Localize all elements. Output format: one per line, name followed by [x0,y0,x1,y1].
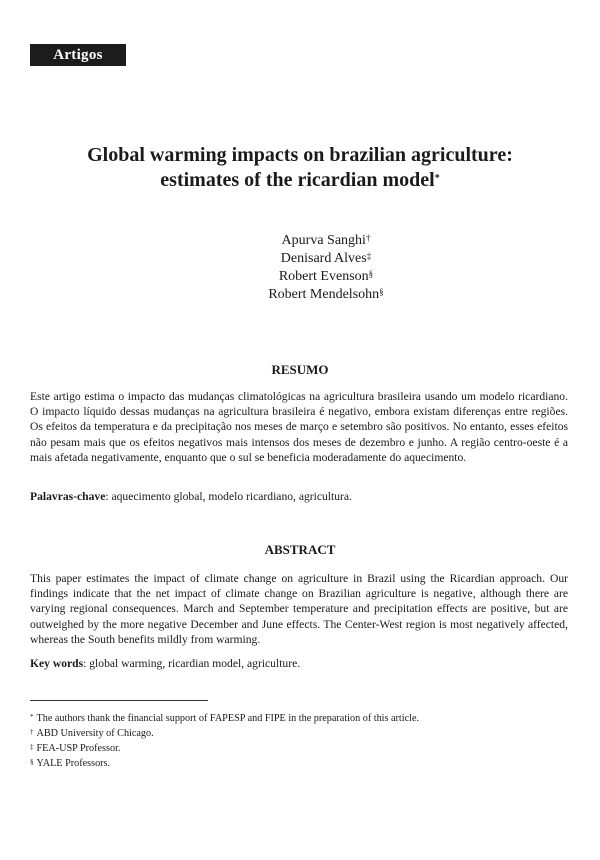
author-name: Denisard Alves [280,251,367,266]
footnote-divider [30,700,208,701]
author [0,250,600,268]
footnote-text: YALE Professors. [36,758,111,769]
footnote-mark: ‡ [30,743,34,751]
resumo-text: Este artigo estima o impacto das mudanças climatológicas na agricultura brasileira usando um modelo ricardiano. O impacto líquido dessas mudanças na agricultura brasileira é negativo, embora existam diferenças entre regiões. Os efeitos da temperatura e da precipitação nos meses de março e setembro são positivos. No entanto, esses efeitos não pesam mais que os efeitos negativos mais intensos dos meses de dezembro e junho. A região centro-oeste é a mais afetada negativamente, enquanto que o sul se beneficia moderadamente do aquecimento. [30,390,568,464]
author-footnote-mark[interactable]: † [365,233,371,243]
footnote [30,741,570,756]
abstract-heading: ABSTRACT [264,542,336,557]
footnote-text: FEA-USP Professor. [36,743,121,754]
keywords-pt [30,489,568,504]
footnote [30,726,570,741]
footnote-text: The authors thank the financial support of FAPESP and FIPE in the preparation of this article. [36,713,420,724]
keywords-en-label: Key words [30,657,84,670]
keywords-pt-text: : aquecimento global, modelo ricardiano, agricultura. [105,490,352,503]
keywords-en-text: : global warming, ricardian model, agriculture. [83,657,301,670]
keywords-en [30,656,568,671]
author [0,286,600,304]
author-name: Robert Mendelsohn [268,287,380,302]
footnote-mark: † [30,728,34,736]
footnote [30,756,570,771]
footnote-mark: § [30,758,34,766]
author [0,268,600,286]
author-name: Robert Evenson [278,269,369,284]
author-footnote-mark[interactable]: § [379,287,384,297]
title-footnote-mark[interactable]: * [434,173,440,184]
keywords-pt-label: Palavras-chave [30,490,106,503]
resumo-heading: RESUMO [271,362,329,377]
footnotes [30,711,570,771]
abstract-text: This paper estimates the impact of climate change on agriculture in Brazil using the Ricardian approach. Our findings indicate that the net impact of climate change on Brazilian agriculture is negative, although there are varying regional consequences. March and September temperature and precipitation effects are positive, but are outweighed by the more negative December and June effects. The Center-West region is most negatively affected, whereas the South benefits mildly from warming. [30,572,568,646]
author-name: Apurva Sanghi [281,233,366,248]
author-list [0,232,600,304]
article-title [0,143,600,193]
section-tag: Artigos [30,44,126,66]
author-footnote-mark[interactable]: ‡ [366,251,372,261]
title-line-2 [0,168,600,193]
title-line-2-text: estimates of the ricardian model [160,169,435,191]
footnote [30,711,570,726]
footnote-mark: * [30,713,34,721]
author-footnote-mark[interactable]: § [368,269,374,279]
footnote-text: ABD University of Chicago. [36,728,154,739]
title-line-1: Global warming impacts on brazilian agriculture: [87,144,513,166]
author [0,232,600,250]
